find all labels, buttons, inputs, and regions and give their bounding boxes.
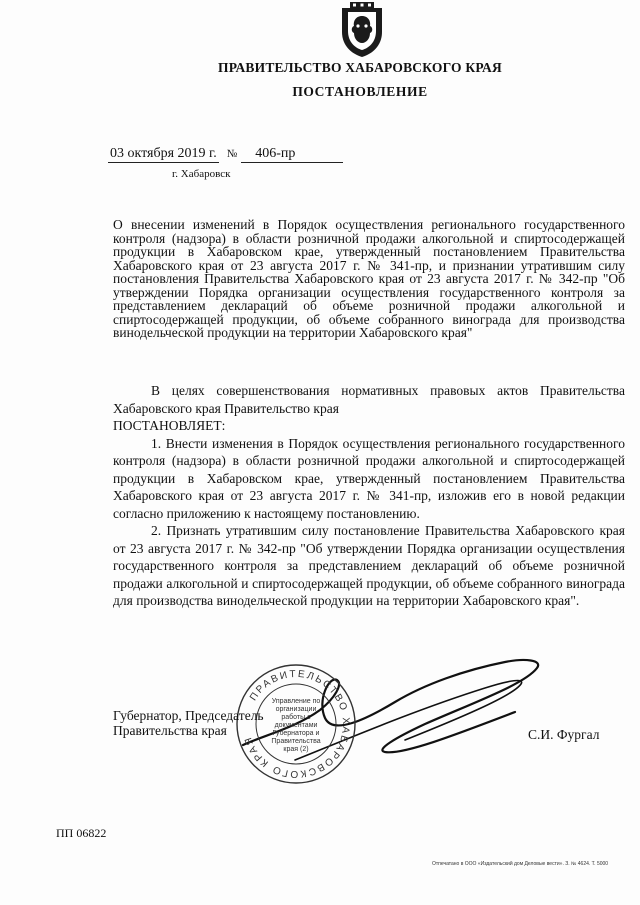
decree-word: ПОСТАНОВЛЯЕТ: [113, 418, 226, 433]
number-label: № [226, 148, 238, 160]
document-date: 03 октября 2019 г. [110, 146, 217, 161]
stamp-ring-text: ПРАВИТЕЛЬСТВО ХАБАРОВСКОГО КРАЯ [242, 668, 352, 780]
item-1-paragraph: 1. Внести изменения в Порядок осуществления регионального государственного контроля (надзора) в области розничной продажи алкогольной и спиртосодержащей продукции в Хабаровском крае, утвержденный постановлением Правительства Хабаровского края от 23 августа 2017 г. № 341-пр, изложив его в новой редакции согласно приложению к настоящему постановлению. [113, 435, 625, 521]
stamp-inner-text: Управление по организации работы с документами Губернатора и Правительства края (2) [271, 698, 321, 753]
coat-of-arms-emblem [336, 2, 388, 58]
document-number: 406-пр [241, 146, 343, 163]
item-2-paragraph: 2. Признать утратившим силу постановление Правительства Хабаровского края от 23 августа 2017 г. № 342-пр "Об утверждении Порядка организации осуществления государственного контроля за представлением деклараций об объеме розничной продажи алкогольной и спиртосодержащей продукции, об объеме собранного винограда для производства винодельческой продукции на территории Хабаровского края". [113, 523, 625, 608]
signatory-name: С.И. Фургал [528, 727, 600, 742]
document-body [113, 382, 625, 610]
preamble-paragraph: В целях совершенствования нормативных правовых актов Правительства Хабаровского края Правительство края [113, 383, 625, 416]
signatory-position [113, 708, 264, 738]
registration-number: ПП 06822 [56, 826, 107, 840]
document-type-title: ПОСТАНОВЛЕНИЕ [292, 84, 428, 99]
government-title: ПРАВИТЕЛЬСТВО ХАБАРОВСКОГО КРАЯ [218, 60, 502, 75]
printer-note: Отпечатано в ООО «Издательский дом Деловые вести». З. № 4624. Т. 5000 [432, 861, 609, 867]
signatory-position-line-1: Губернатор, Председатель [113, 708, 264, 723]
city-label: г. Хабаровск [172, 168, 231, 180]
signatory-position-line-2: Правительства края [113, 723, 227, 738]
document-subject: О внесении изменений в Порядок осуществления регионального государственного контроля (надзора) в области розничной продажи алкогольной и спиртосодержащей продукции в Хабаровском крае, утвержденный постановлением Правительства Хабаровского края от 23 августа 2017 г. № 341-пр, и признании утратившим силу постановления Правительства Хабаровского края от 23 августа 2017 г. № 342-пр "Об утверждении Порядка организации осуществления государственного контроля за представлением деклараций об объеме розничной продажи алкогольной и спиртосодержащей продукции, об объеме собранного винограда для производства винодельческой продукции на территории Хабаровского края" [113, 217, 625, 340]
date-number-line [108, 146, 343, 163]
